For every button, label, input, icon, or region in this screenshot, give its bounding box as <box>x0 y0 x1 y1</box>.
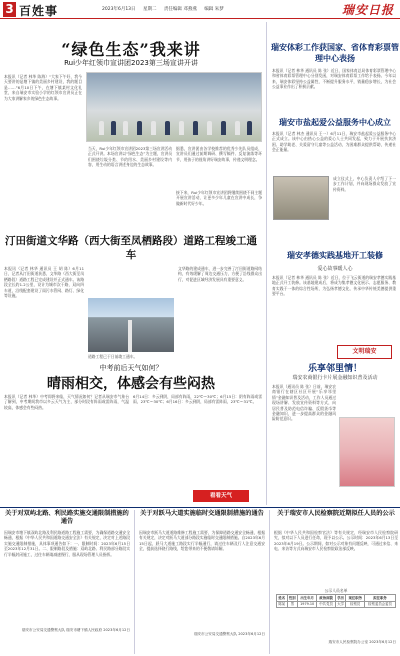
issue-weekday: 星期二 <box>142 7 157 12</box>
road-project-body: 文华路的建成通车，进一步完善了汀田街道路网结构，有效缓解了周边交通压力，方便了沿线群众出行，对促进区域经济发展具有重要意义。 <box>178 266 262 282</box>
xiaojing-base-body: 本报讯（记者 林华 通讯员 陈 张）近日，位于飞云街道的瑞安孝德实践基地正式开工装修。该基地建成后，将成为集孝德文化展示、志愿服务、教育实践于一体的综合性场所，为弘扬孝德文化、传承中华传统美德提供重要平台。 <box>272 275 396 297</box>
photo-figure <box>207 121 212 135</box>
weather-body: 本报讯（记者 林华）中考即将来临，天气情况如何？记者从瑞安市气象台了解到，中考期间我市以多云天气为主，部分时段有阵雨或雷阵雨，气温较高，体感会有些闷热。 <box>4 394 129 410</box>
photo-figure <box>165 121 170 135</box>
table-cell: 中共党员 <box>317 601 336 608</box>
weather-button[interactable]: 看看天气 <box>193 490 249 502</box>
welfare-center-photo <box>273 176 329 220</box>
green-story-body: 据悉，宣讲团由各学校推荐的优秀少先队员组成，宣讲员们通过前期调研、撰写稿件、反复演练等环节，用孩子的视角讲好瑞安故事，传递文明理念。 <box>176 146 262 162</box>
notice-traffic-yuema <box>139 510 265 656</box>
neighborhood-event-subtitle: 瑞安农商银行卡片展金融知识普及活动 <box>292 375 378 381</box>
notice-body: 因瑞安市塘下镇双屿北路及利民路道路工程施工需要，为确保道路交通安全畅通，根据《中华人民共和国道路交通安全法》有关规定，决定对上述路段实施交通限制措施，具体事项通告如下：一、限制时间：2023年6月15日至2023年12月31日。二、限制路段及措施：双屿北路、利民路部分路段实行半幅封闭施工，过往车辆请减速慢行，服从现场管理人员指挥。 <box>4 530 130 557</box>
table-header-cell: 姓名 <box>278 595 286 600</box>
green-story-photo <box>86 72 262 142</box>
table-header-cell: 性别 <box>288 595 296 600</box>
photo-figure <box>111 121 116 135</box>
table-caption: 公示人员名单 <box>324 588 348 593</box>
civilization-badge: 文明瑞安 <box>337 345 392 359</box>
weather-forecast: 6月14日：多云到阴，局部有阵雨，22℃～30℃；6月15日：阴有阵雨或雷雨，23℃～30℃；6月16日：多云到阴，局部有雷阵雨，23℃～31℃。 <box>133 394 262 405</box>
xiaojing-base-subtitle: 爱心故事暖人心 <box>317 266 353 272</box>
table-header-cell: 政治面貌 <box>317 595 336 602</box>
photo-figure <box>99 121 104 135</box>
photo-figure <box>123 121 128 135</box>
photo-figure <box>221 121 226 135</box>
editor-credit: 责任编辑 邓燕燕 <box>163 7 197 12</box>
table-header-cell: 出生年月 <box>298 595 317 602</box>
notice-body: 根据《中华人民共和国检察官法》等有关规定，经瑞安市人民检察院研究，拟对以下人员进行任命，现予以公示。公示时间：2023年6月13日至2023年6月19日。公示期间，如对公示对象有问题反映，可通过来信、来电、来访等方式向瑞安市人民检察院政治部反映。 <box>274 530 398 552</box>
road-photo-caption: 道路工程已于日前竣工通车。 <box>88 354 138 359</box>
notice-title[interactable]: 关于对双屿北路、利民路实施交通限制措施的通告 <box>5 510 129 525</box>
neighborhood-event-body: 本报讯（通讯员 陈 张）日前，瑞安农商银行在辖区社区开展“乐享邻里情”金融知识普及活动，工作人员通过现场讲解、发放宣传资料等方式，向居民普及防范电信诈骗、反假货币等金融知识，进一步提高群众的金融风险防范意识。 <box>272 384 336 422</box>
weather-title[interactable]: 晴雨相交，体感会有些闷热 <box>47 376 215 392</box>
masthead <box>0 0 400 19</box>
green-story-body: 接下来，Rui少年红领巾宣讲团将继续围绕不同主题开展宣讲活动，让更多少年儿童在宣讲中成长，争做新时代好少年。 <box>176 190 262 206</box>
notice-title[interactable]: 关于瑞安市人民检察院近期拟任人员的公示 <box>277 510 395 517</box>
notice-signature: 瑞安市人民检察院办公室 2023年6月12日 <box>328 640 396 644</box>
masthead-meta <box>102 6 230 12</box>
table-cell: 陈某 <box>278 602 286 606</box>
column-divider <box>134 510 135 654</box>
notice-section-rule <box>0 507 400 508</box>
photo-figure <box>137 121 142 135</box>
photo-figure <box>151 121 156 135</box>
photo-figure <box>193 121 198 135</box>
table-header-cell: 拟任职务 <box>365 595 396 602</box>
photo-figure <box>179 121 184 135</box>
table-header-cell: 现任职务 <box>346 595 365 602</box>
table-row <box>277 601 396 608</box>
issue-date: 2023年6月13日 <box>102 7 136 12</box>
notice-body: 因瑞安市跃马大道道路维修工程施工需要，为保障道路交通安全畅通，根据有关规定，决定对跃马大道部分路段实施临时交通限制措施。自2023年6月15日起，跃马大道施工路段实行半幅通行，请过往车辆及行人注意交通安全，提前选择绕行路线，给您带来的不便敬请谅解。 <box>139 530 265 552</box>
green-story-title[interactable]: “绿色生态”我来讲 <box>61 40 201 59</box>
table-cell: 1979.10 <box>298 601 317 608</box>
sports-lottery-body: 本报讯（记者 林华 通讯员 陈 张）近日，国家体育总局体育彩票管理中心和省体育彩票管理中心分别发函，对瑞安体育彩票工作给予表扬。今年以来，瑞安体彩坚持公益属性，不断提升服务水平，销量稳步增长，为社会公益事业作出了积极贡献。 <box>272 68 396 90</box>
column-divider <box>269 510 270 654</box>
green-story-subtitle: Rui少年红领巾宣讲团2023第三场宣讲开讲 <box>64 59 198 67</box>
table-cell: 检察员 <box>346 601 365 608</box>
paper-logo: 瑞安日报 <box>341 3 394 17</box>
table-header-cell: 学历 <box>337 595 345 600</box>
welfare-center-body: 本报讯（记者 林杰 通讯员 王一）6月11日，瑞安市盐起爱公益服务中心正式成立。该中心由热心公益的爱心人士共同发起，致力于开展扶贫济困、助学助老、关爱留守儿童等公益活动，为困难群众提供帮助，传递社会正能量。 <box>272 131 396 153</box>
section-name: 百姓事 <box>19 4 59 18</box>
road-project-title[interactable]: 汀田街道文华路（西大街至凤栖路段）道路工程竣工通车 <box>5 235 257 261</box>
sports-lottery-title[interactable]: 瑞安体彩工作获国家、省体育彩票管理中心表扬 <box>271 42 399 63</box>
neighborhood-event-photo <box>339 417 395 487</box>
weather-kicker: 中考前后天气如何？ <box>99 364 163 372</box>
candidate-table <box>276 594 396 608</box>
notice-procuratorate <box>274 510 398 656</box>
welfare-center-title[interactable]: 瑞安市盐起爱公益服务中心成立 <box>279 117 391 127</box>
photo-figure <box>247 121 252 135</box>
column-divider <box>266 22 267 505</box>
page-number: 3 <box>3 2 16 17</box>
table-cell: 男 <box>287 601 298 608</box>
notice-signature: 瑞安市公安局交通警察大队 2023年6月12日 <box>193 632 265 636</box>
notice-signature: 瑞安市公安局交通警察大队 瑞安市塘下镇人民政府 2023年6月12日 <box>21 628 130 632</box>
neighborhood-event-title[interactable]: 乐享邻里情！ <box>307 364 362 374</box>
green-story-lead: 本报讯（记者 林华 陈海）“大家下午好，我今天要讲的是塘下镇的美丽乡村建设，我的题目是……”6月10日下午，在塘下镇某村文化礼堂，来自瑞安市实验小学的红领巾宣讲员正在为大家讲解家乡的绿色生态故事。 <box>4 74 82 101</box>
table-cell: 大学 <box>337 602 345 606</box>
table-cell: 检察委员会委员 <box>365 601 396 608</box>
notice-title[interactable]: 关于对跃马大道实施临时交通限制措施的通告 <box>140 510 264 517</box>
designer-credit: 编辑 朱梦 <box>204 7 224 12</box>
green-story-body: 当天，Rui少年红领巾宣讲团2023第三场宣讲活动正式开讲。本场宣讲以“绿色生态”为主题，宣讲员们围绕垃圾分类、节约用水、美丽乡村建设等内容，用生动的语言讲述身边的生态故事。 <box>88 146 172 168</box>
welfare-center-body: 成立仪式上，中心负责人介绍了下一步工作计划，并向现场群众发放了宣传资料。 <box>333 176 396 192</box>
road-project-body: 本报讯（记者 林华 通讯员 王 胡 陈）6月11日，记者从汀田街道获悉，文华路（西大街至凤栖路段）道路工程已完成建设并正式通车。该路段全长约1.2公里，设计为城市次干路，双向四车道，沿线配套建设了雨污水管网、路灯、绿化等设施。 <box>4 266 84 299</box>
road-project-photo <box>88 298 174 352</box>
xiaojing-base-title[interactable]: 瑞安孝德实践基地开工装修 <box>287 250 383 260</box>
photo-figure <box>235 121 240 135</box>
notice-traffic-shuangyu <box>4 510 130 656</box>
